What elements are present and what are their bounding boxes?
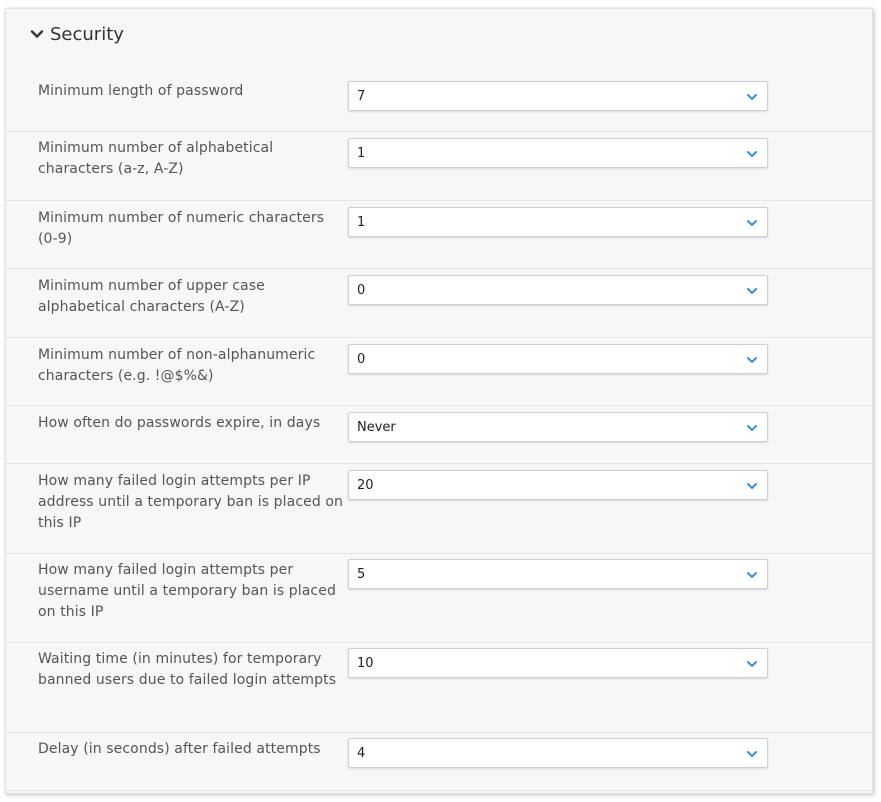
chevron-down-icon <box>746 422 758 434</box>
chevron-down-icon <box>746 569 758 581</box>
select-value: 0 <box>357 283 366 298</box>
chevron-down-icon <box>746 748 758 760</box>
setting-row-password-expiry <box>6 406 872 464</box>
min-uppercase-select[interactable] <box>348 275 768 305</box>
select-value: 20 <box>357 478 374 493</box>
chevron-down-icon <box>30 27 44 41</box>
setting-row-ban-waiting <box>6 643 872 733</box>
setting-row-delay <box>6 733 872 791</box>
username-attempts-select[interactable] <box>348 559 768 589</box>
setting-row-min-length <box>6 71 872 132</box>
chevron-down-icon <box>746 148 758 160</box>
setting-row-min-alpha <box>6 132 872 201</box>
setting-row-min-nonalnum <box>6 338 872 406</box>
chevron-down-icon <box>746 217 758 229</box>
min-nonalnum-select[interactable] <box>348 344 768 374</box>
password-expiry-select[interactable] <box>348 412 768 442</box>
select-value: 1 <box>357 215 366 230</box>
chevron-down-icon <box>746 91 758 103</box>
security-panel <box>5 8 873 794</box>
delay-select[interactable] <box>348 738 768 768</box>
ip-attempts-select[interactable] <box>348 470 768 500</box>
setting-row-username-attempts <box>6 554 872 643</box>
ban-waiting-select[interactable] <box>348 648 768 678</box>
select-value: 7 <box>357 89 366 104</box>
section-title: Security <box>50 23 124 45</box>
setting-label: Minimum number of alphabetical characters (a-z, A-Z) <box>38 140 274 177</box>
section-toggle[interactable] <box>30 21 124 47</box>
chevron-down-icon <box>746 354 758 366</box>
setting-label: Minimum number of non-alphanumeric characters (e.g. !@$%&) <box>38 347 316 384</box>
settings-list <box>6 71 872 791</box>
chevron-down-icon <box>746 480 758 492</box>
setting-label: How many failed login attempts per username until a temporary ban is placed on this IP <box>38 562 336 620</box>
chevron-down-icon <box>746 285 758 297</box>
select-value: 4 <box>357 746 366 761</box>
setting-label: How many failed login attempts per IP address until a temporary ban is placed on this IP <box>38 473 344 531</box>
select-value: 1 <box>357 146 366 161</box>
setting-label: Waiting time (in minutes) for temporary banned users due to failed login attempts <box>38 651 337 688</box>
setting-label: Delay (in seconds) after failed attempts <box>38 741 321 757</box>
min-alpha-select[interactable] <box>348 138 768 168</box>
setting-label: Minimum number of upper case alphabetical characters (A-Z) <box>38 278 265 315</box>
setting-label: How often do passwords expire, in days <box>38 415 321 431</box>
setting-label: Minimum length of password <box>38 83 244 99</box>
setting-row-min-uppercase <box>6 269 872 338</box>
min-length-select[interactable] <box>348 81 768 111</box>
min-numeric-select[interactable] <box>348 207 768 237</box>
select-value: 10 <box>357 656 374 671</box>
select-value: 0 <box>357 352 366 367</box>
select-value: Never <box>357 420 396 435</box>
setting-row-ip-attempts <box>6 464 872 554</box>
chevron-down-icon <box>746 658 758 670</box>
select-value: 5 <box>357 567 366 582</box>
setting-label: Minimum number of numeric characters (0-9) <box>38 210 325 247</box>
setting-row-min-numeric <box>6 201 872 269</box>
